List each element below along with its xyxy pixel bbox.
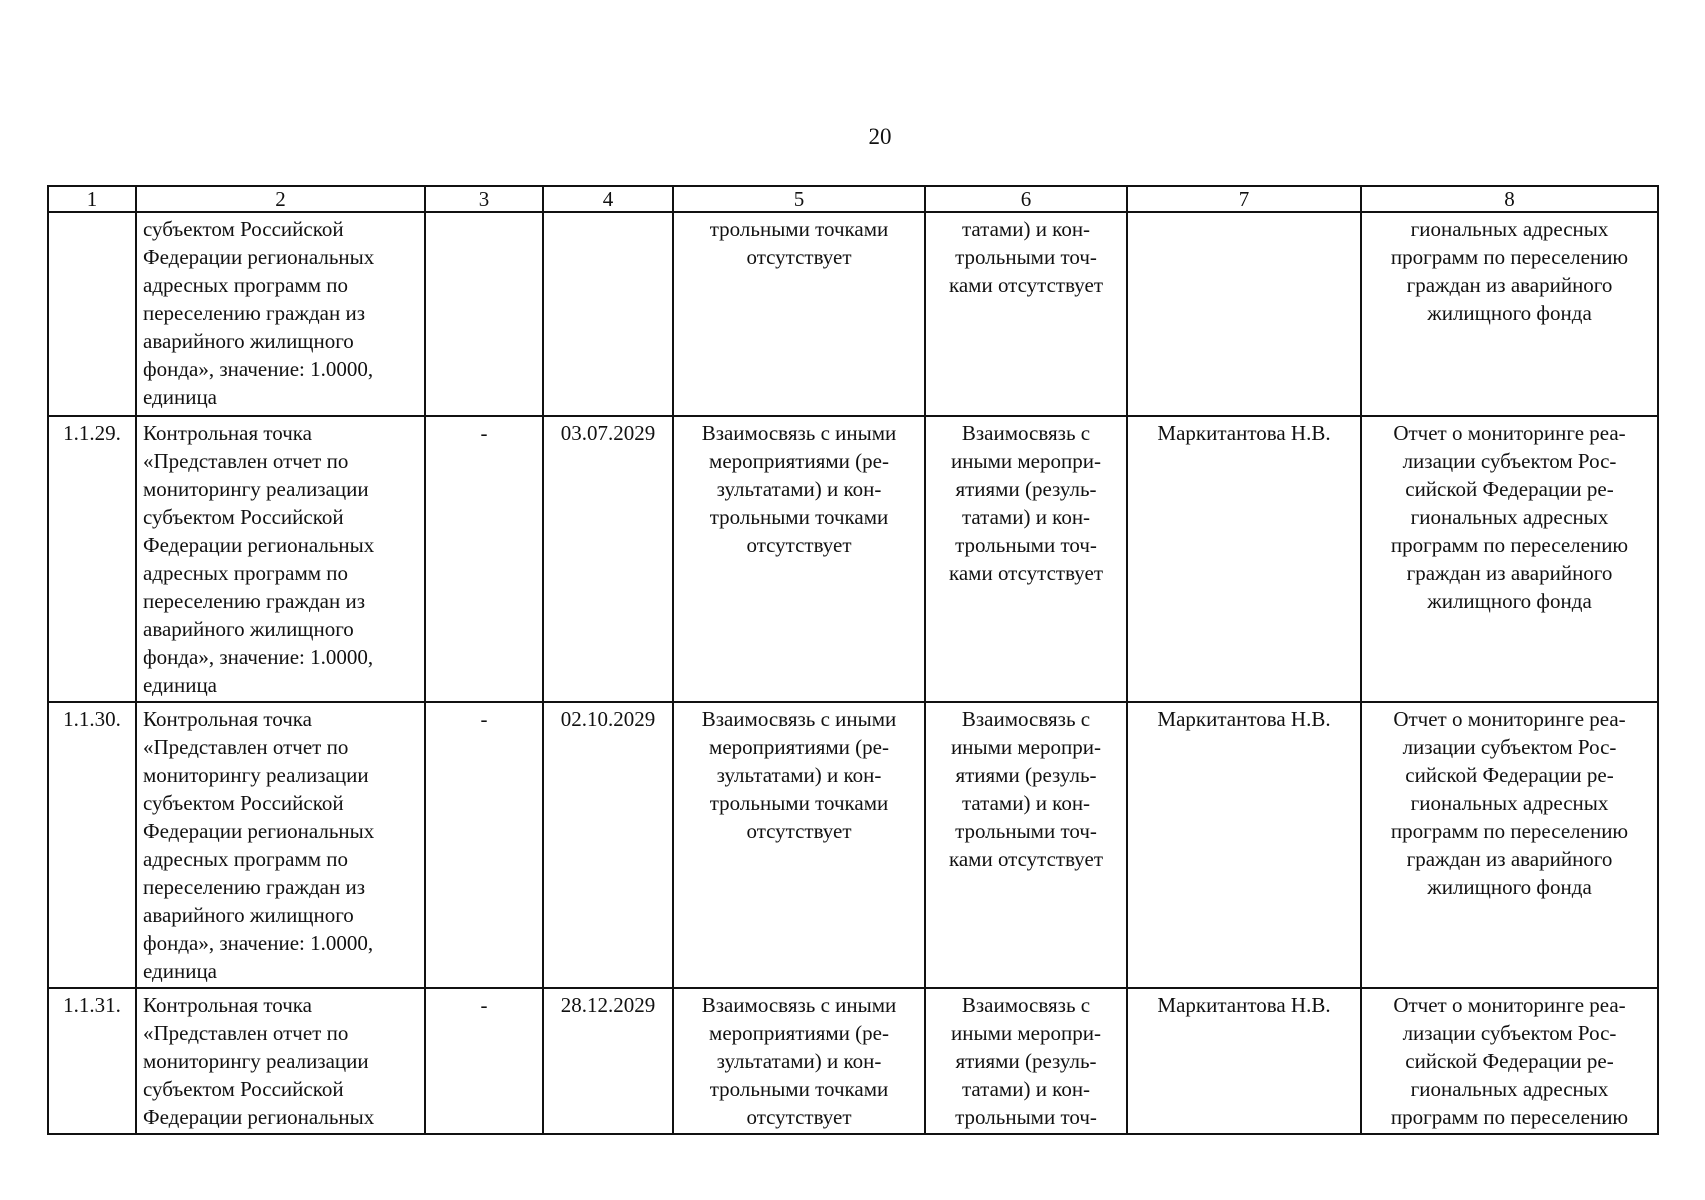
due-date: 02.10.2029 [543, 702, 673, 988]
result-document: гиональных адресных программ по переселению граждан из аварийного жилищного фонда [1361, 212, 1658, 416]
due-date [543, 212, 673, 416]
column-header: 7 [1127, 186, 1361, 212]
successor-relation: Взаимосвязь с иными меропри- ятиями (резуль- татами) и кон- трольными точ- ками отсутствует [925, 416, 1127, 702]
col3-value: - [425, 702, 543, 988]
event-description: Контрольная точка «Представлен отчет по мониторингу реализации субъектом Российской Федерации региональных [136, 988, 425, 1134]
row-number: 1.1.29. [48, 416, 136, 702]
column-header: 4 [543, 186, 673, 212]
due-date: 28.12.2029 [543, 988, 673, 1134]
column-header: 6 [925, 186, 1127, 212]
result-document: Отчет о мониторинге реа- лизации субъектом Рос- сийской Федерации ре- гиональных адресных программ по переселению граждан из аварийного жилищного фонда [1361, 416, 1658, 702]
responsible-person [1127, 212, 1361, 416]
predecessor-relation: трольными точками отсутствует [673, 212, 925, 416]
event-description: Контрольная точка «Представлен отчет по мониторингу реализации субъектом Российской Федерации региональных адресных программ по переселению граждан из аварийного жилищного фонда», значение: 1.0000, единица [136, 416, 425, 702]
table-row [48, 702, 1658, 988]
successor-relation: татами) и кон- трольными точ- ками отсутствует [925, 212, 1127, 416]
predecessor-relation: Взаимосвязь с иными мероприятиями (ре- зультатами) и кон- трольными точками отсутствует [673, 988, 925, 1134]
result-document: Отчет о мониторинге реа- лизации субъектом Рос- сийской Федерации ре- гиональных адресных программ по переселению граждан из аварийного жилищного фонда [1361, 702, 1658, 988]
row-number: 1.1.31. [48, 988, 136, 1134]
table-row [48, 212, 1658, 416]
row-number [48, 212, 136, 416]
column-header: 5 [673, 186, 925, 212]
control-points-table [47, 185, 1659, 1135]
event-description: Контрольная точка «Представлен отчет по мониторингу реализации субъектом Российской Федерации региональных адресных программ по переселению граждан из аварийного жилищного фонда», значение: 1.0000, единица [136, 702, 425, 988]
successor-relation: Взаимосвязь с иными меропри- ятиями (резуль- татами) и кон- трольными точ- ками отсутствует [925, 702, 1127, 988]
column-header: 1 [48, 186, 136, 212]
successor-relation: Взаимосвязь с иными меропри- ятиями (резуль- татами) и кон- трольными точ- [925, 988, 1127, 1134]
page-number: 20 [868, 124, 892, 149]
header-row [48, 186, 1658, 212]
table-row [48, 988, 1658, 1134]
col3-value: - [425, 988, 543, 1134]
responsible-person: Маркитантова Н.В. [1127, 416, 1361, 702]
col3-value [425, 212, 543, 416]
predecessor-relation: Взаимосвязь с иными мероприятиями (ре- зультатами) и кон- трольными точками отсутствует [673, 416, 925, 702]
column-header: 2 [136, 186, 425, 212]
result-document: Отчет о мониторинге реа- лизации субъектом Рос- сийской Федерации ре- гиональных адресных программ по переселению [1361, 988, 1658, 1134]
column-header: 3 [425, 186, 543, 212]
table-row [48, 416, 1658, 702]
due-date: 03.07.2029 [543, 416, 673, 702]
responsible-person: Маркитантова Н.В. [1127, 702, 1361, 988]
column-header: 8 [1361, 186, 1658, 212]
col3-value: - [425, 416, 543, 702]
responsible-person: Маркитантова Н.В. [1127, 988, 1361, 1134]
predecessor-relation: Взаимосвязь с иными мероприятиями (ре- зультатами) и кон- трольными точками отсутствует [673, 702, 925, 988]
row-number: 1.1.30. [48, 702, 136, 988]
event-description: субъектом Российской Федерации региональных адресных программ по переселению граждан из аварийного жилищного фонда», значение: 1.0000, единица [136, 212, 425, 416]
